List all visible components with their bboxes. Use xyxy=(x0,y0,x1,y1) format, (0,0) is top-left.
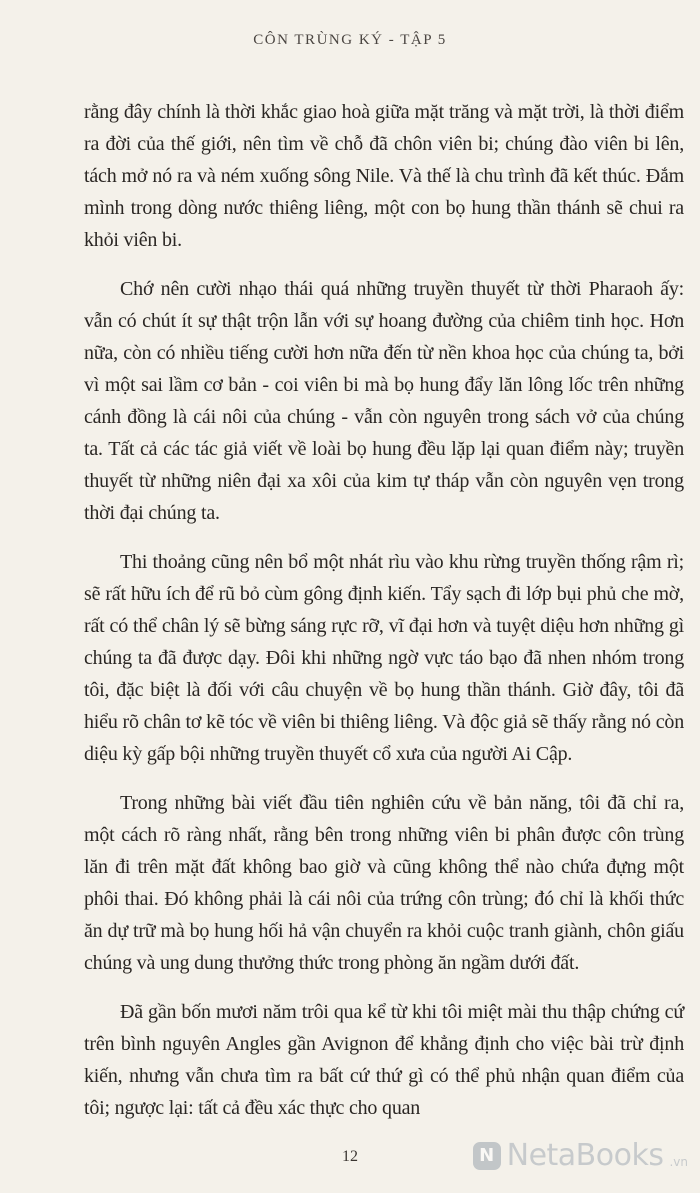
watermark-suffix: .vn xyxy=(669,1155,688,1169)
running-header: CÔN TRÙNG KÝ - TẬP 5 xyxy=(253,32,447,48)
paragraph: Chớ nên cười nhạo thái quá những truyền thuyết từ thời Pharaoh ấy: vẫn có chút ít sự thật trộn lẫn với sự hoang đường của chiêm tinh học. Hơn nữa, còn có nhiều tiếng cười hơn nữa đến từ nền khoa học của chúng ta, bởi vì một sai lầm cơ bản - coi viên bi mà bọ hung đẩy lăn lông lốc trên những cánh đồng là cái nôi của chúng - vẫn còn nguyên trong sách vở của chúng ta. Tất cả các tác giả viết về loài bọ hung đều lặp lại quan điểm này; truyền thuyết từ những niên đại xa xôi của kim tự tháp vẫn còn nguyên vẹn trong thời đại chúng ta. xyxy=(84,278,684,524)
paragraph: Thi thoảng cũng nên bổ một nhát rìu vào khu rừng truyền thống rậm rì; sẽ rất hữu ích để rũ bỏ cùm gông định kiến. Tẩy sạch đi lớp bụi phủ che mờ, rất có thể chân lý sẽ bừng sáng rực rỡ, vĩ đại hơn và tuyệt diệu hơn những gì chúng ta đã được dạy. Đôi khi những ngờ vực táo bạo đã nhen nhóm trong tôi, đặc biệt là đối với câu chuyện về bọ hung thần thánh. Giờ đây, tôi đã hiểu rõ chân tơ kẽ tóc về viên bi thiêng liêng. Và độc giả sẽ thấy rằng nó còn diệu kỳ gấp bội những truyền thuyết cổ xưa của người Ai Cập. xyxy=(84,551,684,765)
paragraph-continuation: rằng đây chính là thời khắc giao hoà giữa mặt trăng và mặt trời, là thời điểm ra đời của thế giới, nên tìm về chỗ đã chôn viên bi; chúng đào viên bi lên, tách mở nó ra và ném xuống sông Nile. Và thế là chu trình đã kết thúc. Đắm mình trong dòng nước thiêng liêng, một con bọ hung thần thánh sẽ chui ra khỏi viên bi. xyxy=(84,101,684,251)
netabooks-logo-icon: N xyxy=(473,1142,501,1170)
watermark-brand: NetaBooks xyxy=(506,1138,664,1173)
paragraph: Đã gần bốn mươi năm trôi qua kể từ khi tôi miệt mài thu thập chứng cứ trên bình nguyên Angles gần Avignon để khẳng định cho việc bài trừ định kiến, nhưng vẫn chưa tìm ra bất cứ thứ gì có thể phủ nhận quan điểm của tôi; ngược lại: tất cả đều xác thực cho quan xyxy=(84,1001,684,1119)
page-number: 12 xyxy=(342,1148,358,1165)
watermark xyxy=(473,1138,688,1173)
paragraph: Trong những bài viết đầu tiên nghiên cứu về bản năng, tôi đã chỉ ra, một cách rõ ràng nhất, rằng bên trong những viên bi phân được côn trùng lăn đi trên mặt đất không bao giờ và cũng không thể nào chứa đựng một phôi thai. Đó không phải là cái nôi của trứng côn trùng; đó chỉ là khối thức ăn dự trữ mà bọ hung hối hả vận chuyển ra khỏi cuộc tranh giành, chôn giấu chúng và ung dung thưởng thức trong phòng ăn ngầm dưới đất. xyxy=(84,792,684,974)
body-text xyxy=(84,96,684,1141)
